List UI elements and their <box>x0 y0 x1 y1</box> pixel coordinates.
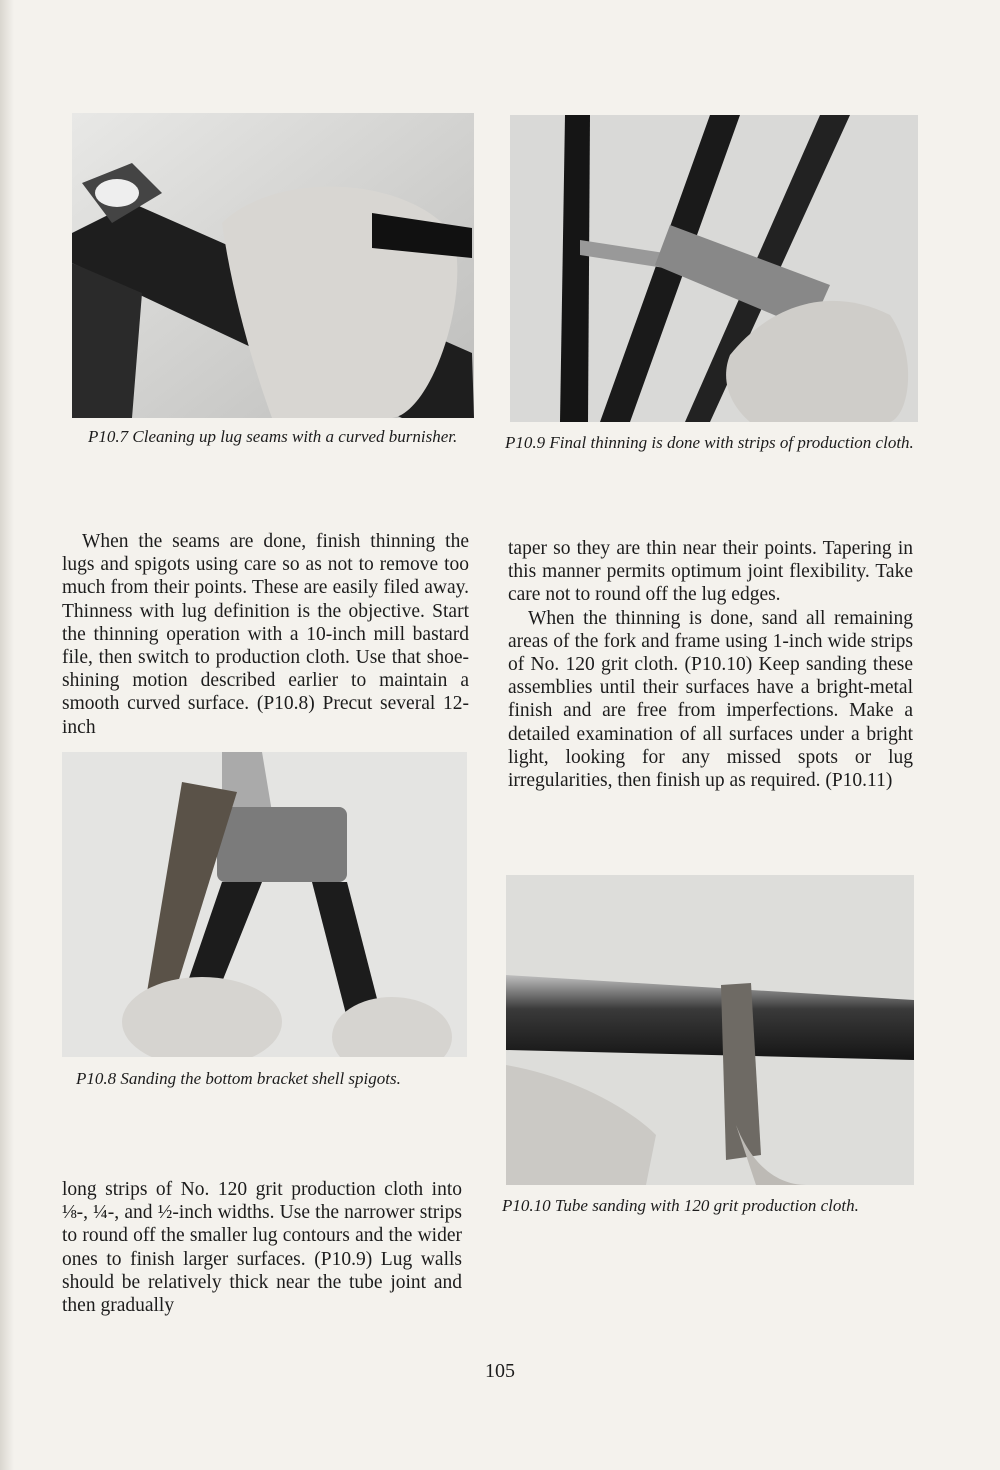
paragraph-thinning: When the seams are done, finish thinning the lugs and spigots using care so as not to remove too much from their points. These are easily filed away. Thinness with lug definition is the objective. Start the thinning operation with a 10-inch mill bastard file, then switch to production cloth. Use that shoe-shining motion described earlier to maintain a smooth curved surface. (P10.8) Precut several 12-inch <box>62 531 469 738</box>
body-text-left-bottom <box>62 1178 462 1317</box>
page-binding-shade <box>0 0 14 1470</box>
photo-p10-9-production-cloth <box>510 115 918 422</box>
caption-p10-7: P10.7 Cleaning up lug seams with a curved burnisher. <box>88 427 458 446</box>
paragraph-sanding: When the thinning is done, sand all remaining areas of the fork and frame using 1-inch wide strips of No. 120 grit cloth. (P10.10) Keep sanding these assemblies until their surfaces have a bright-metal finish and are free from imperfections. Make a detailed examination of all surfaces under a bright light, looking for any missed spots or lug irregularities, then finish up as required. (P10.11) <box>508 607 913 792</box>
photo-p10-7-burnisher <box>72 113 474 418</box>
page-number: 105 <box>485 1360 515 1382</box>
caption-p10-9: P10.9 Final thinning is done with strips of production cloth. <box>505 433 914 452</box>
paragraph-taper: taper so they are thin near their points. Tapering in this manner permits optimum joint flexibility. Take care not to round off the lug edges. <box>508 538 913 606</box>
body-text-right <box>508 537 913 792</box>
paragraph-strips: long strips of No. 120 grit production cloth into ⅛-, ¼-, and ½-inch widths. Use the narrower strips to round off the smaller lug contours and the wider ones to finish larger surfaces. (P10.9) Lug walls should be relatively thick near the tube joint and then gradually <box>62 1179 462 1317</box>
body-text-left-top <box>62 530 469 739</box>
caption-p10-10: P10.10 Tube sanding with 120 grit production cloth. <box>502 1196 859 1215</box>
photo-p10-10-tube-sanding <box>506 875 914 1185</box>
caption-p10-8: P10.8 Sanding the bottom bracket shell spigots. <box>76 1069 401 1088</box>
photo-p10-8-bottom-bracket <box>62 752 467 1057</box>
